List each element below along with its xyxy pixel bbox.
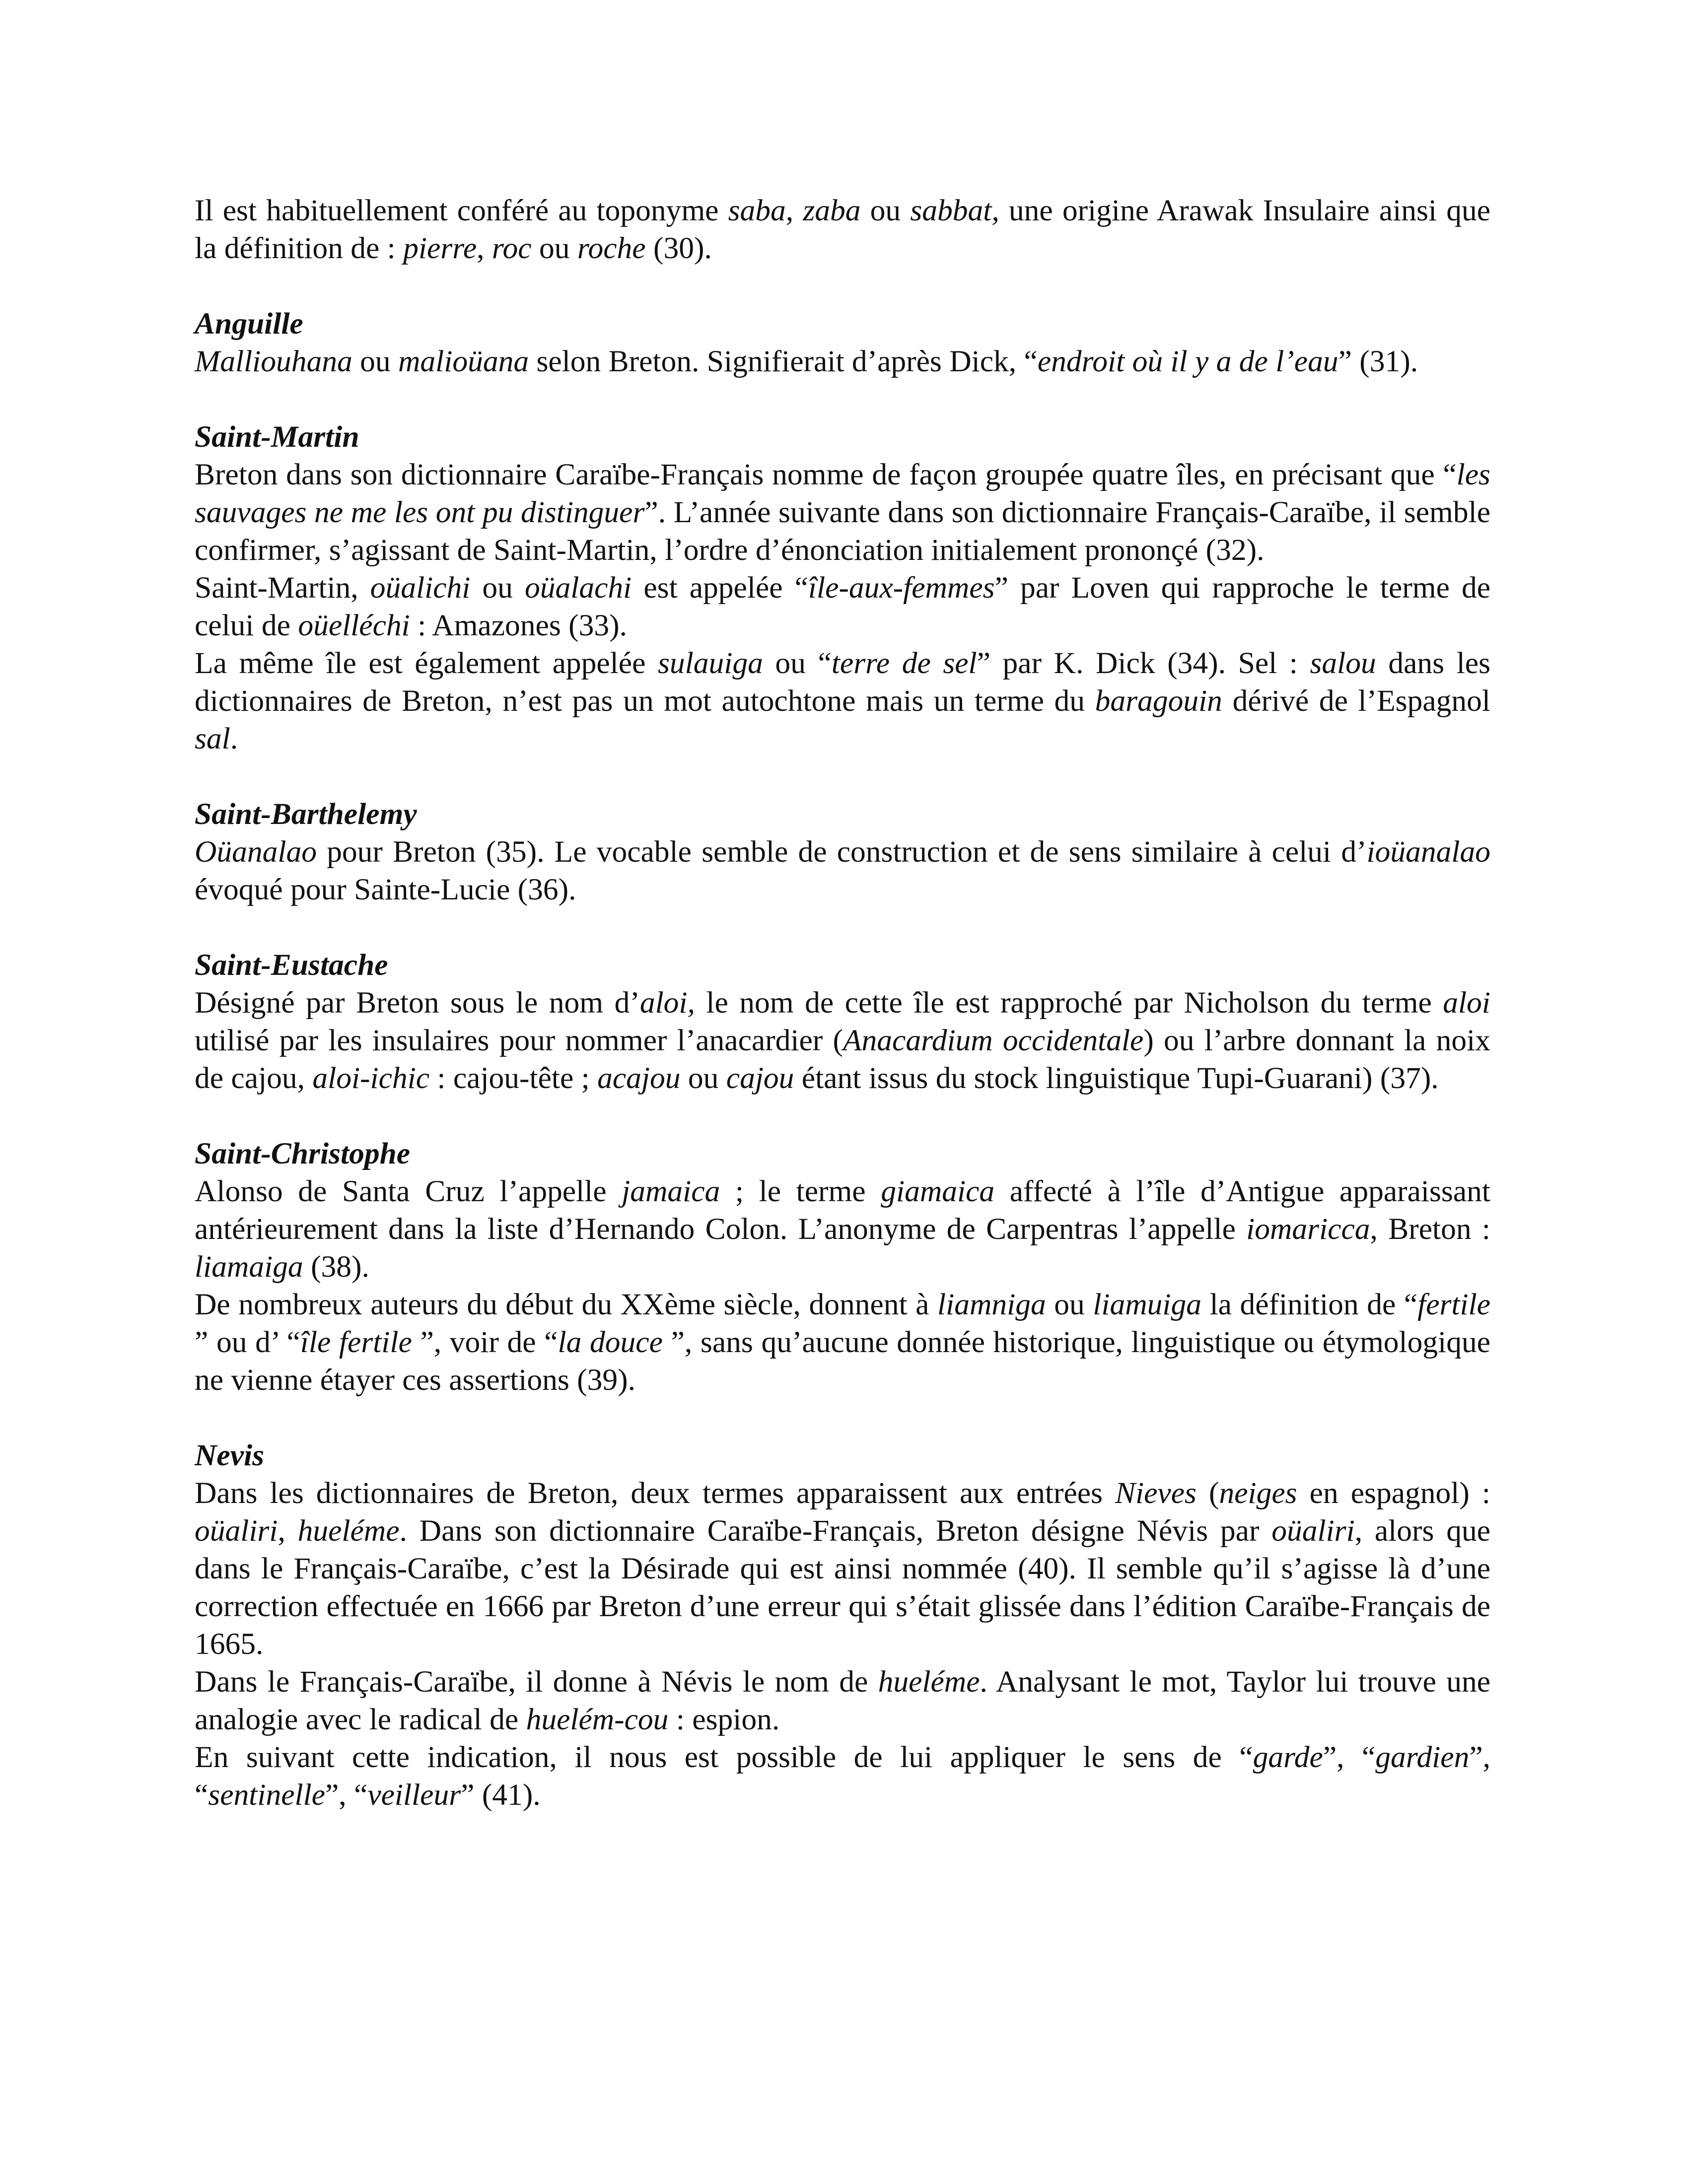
text-run: ” ou d’ “ [195,1325,300,1359]
document-page [195,192,1490,1814]
saint-christophe-paragraph-2 [195,1286,1490,1399]
text-run: (30). [645,231,712,265]
text-run: ou [352,344,398,378]
italic-term: la douce [558,1325,663,1359]
nevis-paragraph-1 [195,1474,1490,1663]
italic-term: oüaliri [1271,1514,1355,1548]
italic-term: hueléme [297,1514,400,1548]
italic-term: acajou [597,1061,681,1095]
italic-term: endroit où il y a de l’eau [1037,344,1338,378]
italic-term: sal [195,722,230,755]
section-saint-barthelemy [195,795,1490,908]
text-run: Alonso de Santa Cruz l’appelle [195,1174,622,1208]
text-run: est appelée “ [632,571,808,605]
text-run: (38). [303,1250,369,1284]
text-run: Il est habituellement conféré au toponyme [195,194,728,227]
text-run: ” (41). [461,1778,541,1812]
italic-term: neiges [1219,1476,1297,1510]
text-run: en espagnol) : [1297,1476,1490,1510]
italic-term: île fertile [300,1325,412,1359]
text-run: ou [470,571,525,605]
italic-term: sabbat, [910,194,999,227]
italic-term: roc [492,231,532,265]
italic-term: huelém-cou [526,1703,669,1736]
anguille-paragraph-1 [195,342,1490,380]
text-run: , [278,1514,298,1548]
italic-term: aloi-ichic [312,1061,430,1095]
text-run: Breton dans son dictionnaire Caraïbe-Français nomme de façon groupée quatre îles, en précisant que “ [195,458,1457,491]
text-run: évoqué pour Sainte-Lucie (36). [195,873,576,906]
text-run: une origine Arawak Insulaire ainsi que la définition de : [195,194,1490,265]
text-run: dérivé de l’Espagnol [1222,684,1490,718]
italic-term: terre de sel [831,646,977,680]
saint-christophe-paragraph-1 [195,1172,1490,1286]
saint-barthelemy-paragraph-1 [195,833,1490,908]
text-run: ”, “ [325,1778,368,1812]
italic-term: salou [1310,646,1376,680]
italic-term: sulauiga [657,646,763,680]
italic-term: gardien [1375,1740,1470,1774]
text-run: La même île est également appelée [195,646,658,680]
italic-term: ioüanalao [1366,835,1490,869]
text-run: , [477,231,492,265]
text-run: : espion. [668,1703,780,1736]
text-run: dans les dictionnaires de Breton, n’est pas un mot autochtone mais un terme du [195,646,1491,718]
italic-term: saba [728,194,786,227]
italic-term: Anacardium occidentale [843,1024,1144,1057]
saint-martin-paragraph-2 [195,569,1490,644]
saint-martin-paragraph-3 [195,644,1490,757]
italic-term: malioüana [398,344,529,378]
section-heading-anguille: Anguille [195,307,303,341]
text-run: Désigné par Breton sous le nom d’ [195,986,640,1020]
text-run: ou [860,194,911,227]
text-run: ”, voir de “ [412,1325,558,1359]
italic-term: fertile [1417,1288,1491,1321]
text-run: Saint-Martin, [195,571,370,605]
text-run: affecté à l’île d’Antigue apparaissant antérieurement dans la liste d’Hernando Colon. L’anonyme de Carpentras l’appelle [195,1174,1490,1246]
text-run: ou [680,1061,726,1095]
italic-term: oüalachi [525,571,632,605]
text-run: ou [531,231,577,265]
italic-term: oüalichi [370,571,471,605]
text-run: ou “ [763,646,832,680]
text-run: Dans les dictionnaires de Breton, deux termes apparaissent aux entrées [195,1476,1116,1510]
italic-term: cajou [726,1061,794,1095]
italic-term: Malliouhana [195,344,352,378]
section-saint-eustache [195,946,1490,1097]
italic-term: Oüanalao [195,835,317,869]
section-heading-saint-barthelemy: Saint-Barthelemy [195,797,417,831]
text-run: En suivant cette indication, il nous est possible de lui appliquer le sens de “ [195,1740,1253,1774]
nevis-paragraph-2 [195,1663,1490,1738]
text-run: ”, “ [195,1740,1491,1812]
italic-term: oüaliri [195,1514,278,1548]
text-run: ( [1196,1476,1219,1510]
text-run: , alors que dans le Français-Caraïbe, c’est la Désirade qui est ainsi nommée (40). Il semble qu’il s’agisse là d’une correction effectuée en 1666 par Breton d’une erreur qui s’était glissée dans l’édition Caraïbe-Français de 1665. [195,1514,1491,1661]
text-run: : Amazones (33). [410,609,627,642]
text-run: le nom de cette île est rapproché par Nicholson du terme [695,986,1443,1020]
italic-term: oüelléchi [298,609,410,642]
text-run: , [785,194,803,227]
section-heading-saint-martin: Saint-Martin [195,420,359,454]
italic-term: liamaiga [195,1250,303,1284]
italic-term: garde [1253,1740,1323,1774]
italic-term: pierre [403,231,477,265]
section-heading-saint-christophe: Saint-Christophe [195,1137,411,1170]
text-run: . [230,722,238,755]
text-run: utilisé par les insulaires pour nommer l’anacardier ( [195,1024,843,1057]
text-run: , Breton : [1370,1212,1490,1246]
text-run: . Analysant le mot, Taylor lui trouve une analogie avec le radical de [195,1665,1491,1736]
text-run: : cajou-tête ; [429,1061,598,1095]
nevis-paragraph-3 [195,1738,1490,1814]
section-anguille [195,305,1490,380]
text-run: ”, “ [1323,1740,1376,1774]
text-run: Dans le Français-Caraïbe, il donne à Névis le nom de [195,1665,878,1699]
text-run: ; le terme [720,1174,881,1208]
section-saint-martin [195,418,1490,757]
text-run: ” par Loven qui rapproche le terme de celui de [195,571,1491,642]
text-run: ” (31). [1338,344,1418,378]
italic-term: iomaricca [1246,1212,1370,1246]
italic-term: jamaica [622,1174,720,1208]
saint-martin-paragraph-1 [195,456,1490,569]
text-run: De nombreux auteurs du début du XXème siècle, donnent à [195,1288,938,1321]
text-run: ) ou l’arbre donnant la noix de cajou, [195,1024,1490,1095]
italic-term: liamniga [937,1288,1046,1321]
italic-term: île-aux-femmes [808,571,995,605]
section-heading-saint-eustache: Saint-Eustache [195,948,388,982]
text-run: ”, sans qu’aucune donnée historique, linguistique ou étymologique ne vienne étayer ces assertions (39). [195,1325,1490,1397]
italic-term: sentinelle [208,1778,325,1812]
italic-term: hueléme [878,1665,980,1699]
italic-term: aloi, [639,986,695,1020]
italic-term: Nieves [1115,1476,1196,1510]
text-run: la définition de “ [1201,1288,1418,1321]
text-run: étant issus du stock linguistique Tupi-Guarani) (37). [794,1061,1439,1095]
section-heading-nevis: Nevis [195,1438,265,1472]
italic-term: baragouin [1095,684,1222,718]
italic-term: zaba [803,194,861,227]
text-run: ” par K. Dick (34). Sel : [977,646,1310,680]
text-run: ”. L’année suivante dans son dictionnaire Français-Caraïbe, il semble confirmer, s’agissant de Saint-Martin, l’ordre d’énonciation initialement prononçé (32). [195,495,1491,567]
italic-term: liamuiga [1093,1288,1202,1321]
intro-paragraph [195,192,1490,267]
section-nevis [195,1436,1490,1814]
italic-term: aloi [1443,986,1490,1020]
italic-term: giamaica [881,1174,995,1208]
italic-term: roche [577,231,646,265]
text-run: . Dans son dictionnaire Caraïbe-Français, Breton désigne Névis par [399,1514,1272,1548]
text-run: ou [1046,1288,1093,1321]
text-run: selon Breton. Signifierait d’après Dick, “ [529,344,1038,378]
section-saint-christophe [195,1135,1490,1399]
text-run: pour Breton (35). Le vocable semble de construction et de sens similaire à celui d’ [317,835,1367,869]
italic-term: veilleur [367,1778,461,1812]
italic-term: les sauvages ne me les ont pu distinguer [195,458,1490,529]
saint-eustache-paragraph-1 [195,984,1490,1097]
